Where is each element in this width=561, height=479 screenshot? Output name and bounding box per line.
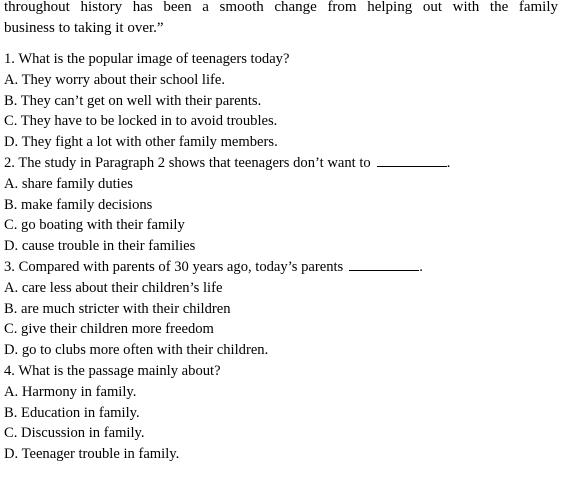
question-2-text: The study in Paragraph 2 shows that teenagers don’t want to — [18, 154, 371, 171]
question-3-option-b: B. are much stricter with their children — [4, 300, 231, 317]
question-1 — [4, 49, 558, 153]
question-4-number: 4. — [4, 362, 15, 379]
question-1-option-a: A. They worry about their school life. — [4, 71, 226, 88]
question-1-text: What is the popular image of teenagers today? — [18, 51, 290, 67]
question-2 — [4, 153, 558, 257]
question-1-option-b: B. They can’t get on well with their parents. — [4, 92, 262, 109]
question-1-number: 1. — [4, 51, 15, 67]
passage-line-2: business to taking it over.” — [4, 20, 164, 36]
question-3-option-d: D. go to clubs more often with their children. — [4, 342, 269, 359]
question-4-stem — [4, 361, 558, 382]
question-1-stem — [4, 49, 558, 70]
question-2-option-c: C. go boating with their family — [4, 217, 185, 234]
question-2-option-d: D. cause trouble in their families — [4, 238, 196, 255]
question-4-option-a: A. Harmony in family. — [4, 383, 137, 400]
question-2-option-b: B. make family decisions — [4, 196, 153, 213]
question-4-option-c: C. Discussion in family. — [4, 425, 145, 442]
question-2-option-a: A. share family duties — [4, 175, 133, 192]
passage-excerpt — [4, 0, 558, 39]
answer-blank — [377, 154, 447, 167]
document-page — [4, 0, 558, 465]
question-3-option-c: C. give their children more freedom — [4, 321, 214, 338]
question-3 — [4, 257, 558, 361]
question-3-option-a: A. care less about their children’s life — [4, 279, 223, 296]
passage-line-1: throughout history has been a smooth change from helping out with the family — [4, 0, 558, 15]
question-4 — [4, 361, 558, 465]
answer-blank — [349, 258, 419, 271]
question-2-number: 2. — [4, 154, 15, 171]
question-2-stem — [4, 153, 558, 174]
question-3-text: Compared with parents of 30 years ago, today’s parents — [18, 258, 344, 275]
question-1-option-d: D. They fight a lot with other family members. — [4, 134, 278, 151]
question-3-number: 3. — [4, 258, 15, 275]
question-1-option-c: C. They have to be locked in to avoid troubles. — [4, 113, 278, 130]
question-3-stem — [4, 257, 558, 278]
question-4-option-d: D. Teenager trouble in family. — [4, 446, 180, 463]
question-4-text: What is the passage mainly about? — [18, 362, 221, 379]
question-2-period: . — [446, 154, 451, 171]
question-3-period: . — [419, 258, 423, 275]
question-4-option-b: B. Education in family. — [4, 404, 140, 421]
